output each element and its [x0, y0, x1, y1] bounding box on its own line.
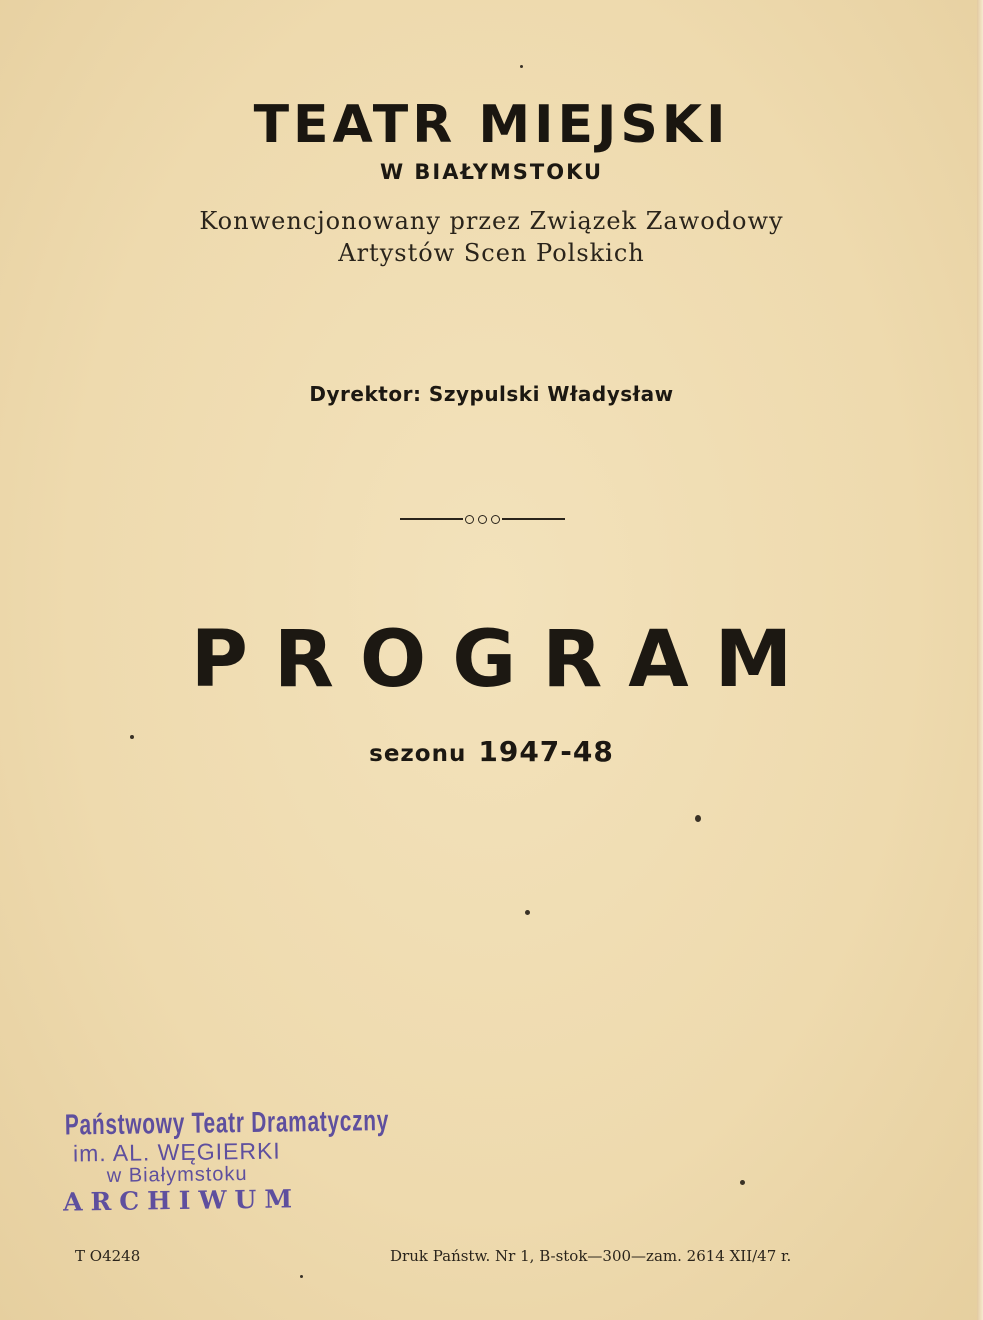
- stamp-line-4: ARCHIWUM: [62, 1184, 301, 1217]
- paper-speck: [740, 1180, 745, 1185]
- season-line: [0, 735, 983, 768]
- convention-note: [0, 205, 983, 269]
- paper-speck: [525, 910, 530, 915]
- convention-line-1: Konwencjonowany przez Związek Zawodowy: [199, 207, 784, 235]
- program-title: PROGRAM: [190, 615, 819, 705]
- paper-speck: [695, 815, 701, 822]
- theatre-title: TEATR MIEJSKI: [253, 95, 730, 155]
- paper-speck: [300, 1275, 303, 1278]
- printer-imprint: Druk Państw. Nr 1, B-stok—300—zam. 2614 XII/47 r.: [390, 1247, 792, 1265]
- stamp-line-1: Państwowy Teatr Dramatyczny: [64, 1105, 390, 1142]
- catalog-code: T O4248: [75, 1247, 141, 1265]
- theatre-city: W BIAŁYMSTOKU: [379, 160, 604, 184]
- stamp-line-3: w Białymstoku: [106, 1163, 248, 1187]
- paper-speck: [520, 65, 523, 68]
- convention-line-2: Artystów Scen Polskich: [338, 239, 645, 267]
- season-years: 1947-48: [478, 735, 614, 768]
- ornament-divider: [400, 512, 565, 526]
- season-label: sezonu: [369, 741, 467, 767]
- director-line: Dyrektor: Szypulski Władysław: [309, 382, 674, 406]
- stamp-line-2: im. AL. WĘGIERKI: [72, 1137, 281, 1167]
- archive-stamp: [21, 1105, 390, 1218]
- page-edge: [977, 0, 983, 1320]
- paper-speck: [130, 735, 134, 739]
